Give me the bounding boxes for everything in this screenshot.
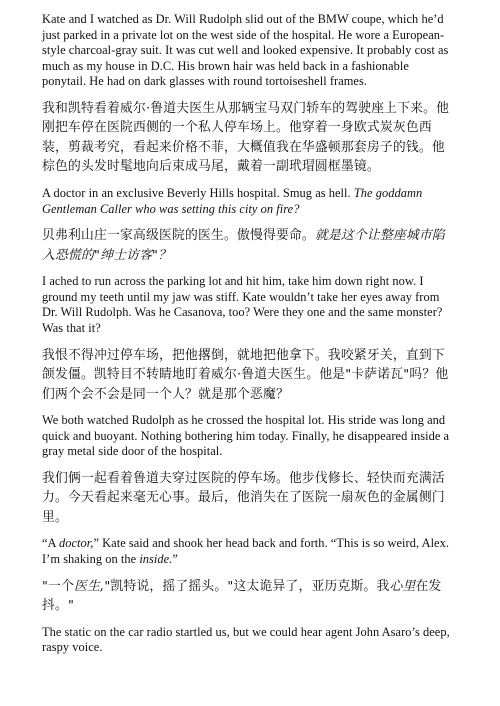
paragraph-en-4 <box>42 413 456 460</box>
paragraph-italic-text: The goddamn Gentleman Caller who was setting this city on fire? <box>42 185 423 216</box>
paragraph-text: ” <box>172 551 178 566</box>
paragraph-italic-text: 心里 <box>389 578 416 594</box>
paragraph-en-3 <box>42 274 456 336</box>
paragraph-en-2 <box>42 186 456 217</box>
paragraph-italic-text: inside. <box>139 551 173 566</box>
paragraph-en-5 <box>42 536 456 567</box>
paragraph-zh-5 <box>42 577 456 616</box>
paragraph-text: We both watched Rudolph as he crossed the hospital lot. His stride was long and quick and buoyant. Nothing bothering him today. Finally, he disappeared inside a gray metal side door of the hospital. <box>42 413 450 459</box>
paragraph-zh-4 <box>42 469 456 528</box>
paragraph-text: 我们俩一起看着鲁道夫穿过医院的停车场。他步伐修长、轻快而充满活力。今天看起来毫无心事。最后，他消失在了医院一扇灰色的金属侧门里。 <box>42 470 445 525</box>
paragraph-zh-2 <box>42 226 456 265</box>
paragraph-text: A doctor in an exclusive Beverly Hills hospital. Smug as hell. <box>42 185 354 200</box>
paragraph-italic-text: doctor, <box>59 536 94 551</box>
paragraph-italic-text: 就是这个让整座城市陷入恐慌的"绅士访客"？ <box>42 228 445 263</box>
paragraph-text: 我恨不得冲过停车场，把他撂倒，就地把他拿下。我咬紧牙关，直到下颌发僵。凯特目不转睛地盯着威尔·鲁道夫医生。他是"卡萨诺瓦"吗？他们两个会不会是同一个人？就是那个恶魔？ <box>42 347 449 402</box>
paragraph-text: "一个 <box>42 578 75 594</box>
paragraph-text: Kate and I watched as Dr. Will Rudolph slid out of the BMW coupe, which he’d just parked in a private lot on the west side of the hospital. He wore a European-style charcoal-gray suit. It was cut well and looked expensive. It probably cost as much as my house in D.C. His brown hair was held back in a fashionable ponytail. He had on dark glasses with round tortoiseshell frames. <box>42 12 449 89</box>
paragraph-text: 在发抖。" <box>42 578 442 613</box>
paragraph-zh-1 <box>42 99 456 177</box>
paragraph-text: "凯特说，摇了摇头。"这太诡异了，亚历克斯。我 <box>104 578 390 594</box>
paragraph-en-6 <box>42 625 456 656</box>
paragraph-en-1 <box>42 12 456 90</box>
paragraph-text: ” Kate said and shook her head back and forth. “This is so weird, Alex. I’m shaking on the <box>42 536 450 566</box>
paragraph-text: “A <box>42 536 60 551</box>
paragraph-italic-text: 医生, <box>74 578 105 594</box>
paragraph-zh-3 <box>42 346 456 405</box>
paragraph-text: 我和凯特看着威尔·鲁道夫医生从那辆宝马双门轿车的驾驶座上下来。他刚把车停在医院西侧的一个私人停车场上。他穿着一身欧式炭灰色西装，剪裁考究，看起来价格不菲，大概值我在华盛顿那套房子的钱。他棕色的头发时髦地向后束成马尾，戴着一副玳瑁圆框墨镜。 <box>42 100 450 175</box>
paragraph-text: I ached to run across the parking lot and hit him, take him down right now. I ground my teeth until my jaw was stiff. Kate wouldn’t take her eyes away from Dr. Will Rudolph. Was he Casanova, too? Were they one and the same monster? Was that it? <box>42 274 443 335</box>
paragraph-text: 贝弗利山庄一家高级医院的医生。傲慢得要命。 <box>42 228 315 244</box>
paragraph-text: The static on the car radio startled us, but we could hear agent John Asaro’s deep, raspy voice. <box>42 624 450 655</box>
